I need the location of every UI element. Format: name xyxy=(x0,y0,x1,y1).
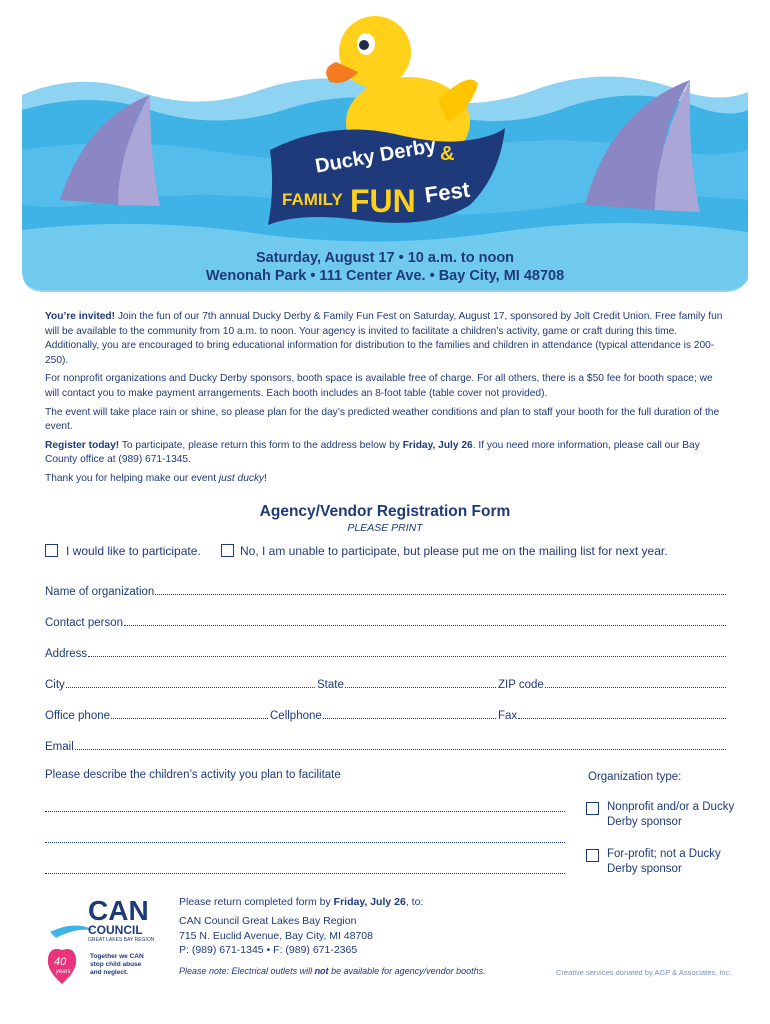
email-input-line[interactable] xyxy=(75,749,726,750)
logo-tagline-3: and neglect. xyxy=(90,969,128,976)
organization-label: Name of organization xyxy=(45,586,155,598)
state-input-line[interactable] xyxy=(345,687,496,688)
logo-fun-text: FUN xyxy=(350,183,416,219)
address-label: Address xyxy=(45,648,88,660)
logo-ducky-derby-text: Ducky Derby xyxy=(313,134,438,178)
note-a: Please note: Electrical outlets will xyxy=(179,966,315,976)
note-not: not xyxy=(314,966,329,976)
invited-lead: You’re invited! xyxy=(45,311,115,322)
fax-label: Fax xyxy=(498,710,518,722)
fax-field[interactable] xyxy=(498,706,726,722)
cellphone-field[interactable] xyxy=(270,706,496,722)
event-location: Wenonah Park • 111 Center Ave. • Bay City, MI 48708 xyxy=(205,268,565,284)
logo-tagline-1: Together we CAN xyxy=(90,953,144,960)
forprofit-checkbox[interactable] xyxy=(586,849,599,862)
zip-label: ZIP code xyxy=(498,679,544,691)
logo-fest-text: Fest xyxy=(423,176,472,208)
nonprofit-checkbox[interactable] xyxy=(586,802,599,815)
forprofit-label: For-profit; not a Ducky Derby sponsor xyxy=(607,848,721,875)
logo-40-text: 40 xyxy=(54,956,67,968)
logo-family-text: FAMILY xyxy=(282,190,343,209)
organization-field[interactable] xyxy=(45,582,726,598)
form-subtitle: PLEASE PRINT xyxy=(347,522,423,534)
state-label: State xyxy=(317,679,344,691)
intro-p1-body: Join the fun of our 7th annual Ducky Derby & Family Fun Fest on Saturday, August 17, sponsored by Jolt Credit Union. Free family fun will be available to the community from 10 a.m. to noon. Your agency is invited to facilitate a children’s activity, game or craft during this time. Additionally, you are encouraged to bring educational information for distribution to the families and children in attendance (typical attendance is 200-250). xyxy=(45,311,723,366)
register-lead: Register today! xyxy=(45,439,120,451)
mailing-list-checkbox[interactable] xyxy=(221,544,234,557)
address-input-line[interactable] xyxy=(88,656,726,657)
address-line-2: 715 N. Euclid Avenue, Bay City, MI 48708 xyxy=(179,929,373,942)
organization-input-line[interactable] xyxy=(155,594,726,595)
electrical-note xyxy=(179,966,486,976)
intro-paragraph-4 xyxy=(45,439,725,468)
address-line-3: P: (989) 671-1345 • F: (989) 671-2365 xyxy=(179,944,358,956)
logo-can-text: CAN xyxy=(88,895,149,926)
event-date-time: Saturday, August 17 • 10 a.m. to noon xyxy=(255,250,515,266)
office-phone-label: Office phone xyxy=(45,710,111,722)
intro-paragraph-5 xyxy=(45,472,725,487)
activity-line-1[interactable] xyxy=(45,811,565,812)
logo-council-text: COUNCIL xyxy=(88,923,143,937)
intro-p4-a: To participate, please return this form to the address below by xyxy=(119,439,403,451)
participate-label: I would like to participate. xyxy=(66,544,201,558)
mailing-address xyxy=(179,914,373,958)
activity-line-3[interactable] xyxy=(45,873,565,874)
note-b: be available for agency/vendor booths. xyxy=(328,966,486,976)
organization-type-label: Organization type: xyxy=(588,771,682,783)
email-field[interactable] xyxy=(45,737,726,753)
intro-p4-date: Friday, July 26 xyxy=(402,439,473,451)
intro-text xyxy=(45,310,725,491)
return-b: , to: xyxy=(405,896,424,908)
participation-choices xyxy=(45,544,745,564)
intro-p4-b: . If you need more information, please call our Bay County office at (989) 671-1345. xyxy=(45,439,700,466)
cellphone-input-line[interactable] xyxy=(323,718,496,719)
contact-label: Contact person xyxy=(45,617,123,629)
nonprofit-label: Nonprofit and/or a Ducky Derby sponsor xyxy=(607,801,735,828)
office-phone-input-line[interactable] xyxy=(111,718,268,719)
contact-input-line[interactable] xyxy=(124,625,726,626)
address-field[interactable] xyxy=(45,644,726,660)
org-type-nonprofit[interactable] xyxy=(586,800,746,832)
state-field[interactable] xyxy=(317,675,496,691)
return-instructions xyxy=(179,895,423,910)
can-council-logo xyxy=(44,892,164,984)
fax-input-line[interactable] xyxy=(518,718,726,719)
office-phone-field[interactable] xyxy=(45,706,268,722)
intro-p5-a: Thank you for helping make our event xyxy=(45,472,219,484)
email-label: Email xyxy=(45,741,74,753)
return-a: Please return completed form by xyxy=(179,896,334,908)
activity-line-2[interactable] xyxy=(45,842,565,843)
zip-input-line[interactable] xyxy=(545,687,726,688)
logo-tagline-2: stop child abuse xyxy=(90,961,142,968)
form-title: Agency/Vendor Registration Form xyxy=(259,503,511,520)
city-field[interactable] xyxy=(45,675,315,691)
contact-field[interactable] xyxy=(45,613,726,629)
mailing-list-option[interactable] xyxy=(221,544,668,558)
zip-field[interactable] xyxy=(498,675,726,691)
intro-paragraph-3: The event will take place rain or shine, so please plan for the day’s predicted weather conditions and plan to staff your booth for the full duration of the event. xyxy=(45,406,720,433)
return-date: Friday, July 26 xyxy=(333,896,406,908)
mailing-list-label: No, I am unable to participate, but please put me on the mailing list for next year. xyxy=(240,544,668,558)
participate-option[interactable] xyxy=(45,544,201,558)
activity-description-label: Please describe the children’s activity you plan to facilitate xyxy=(45,769,341,781)
city-input-line[interactable] xyxy=(66,687,315,688)
logo-region-text: GREAT LAKES BAY REGION xyxy=(88,937,155,943)
creative-credit: Creative services donated by AGP & Associates, Inc. xyxy=(556,968,732,977)
org-type-forprofit[interactable] xyxy=(586,847,746,879)
cellphone-label: Cellphone xyxy=(270,710,322,722)
participate-checkbox[interactable] xyxy=(45,544,58,557)
intro-p5-b: ! xyxy=(264,472,267,484)
city-label: City xyxy=(45,679,65,691)
intro-paragraph-1 xyxy=(45,310,725,368)
logo-amp-text: & xyxy=(440,143,455,165)
intro-p5-em: just ducky xyxy=(218,472,265,484)
address-line-1: CAN Council Great Lakes Bay Region xyxy=(179,915,357,927)
intro-paragraph-2: For nonprofit organizations and Ducky Derby sponsors, booth space is available free of charge. For all others, there is a $50 fee for booth space; we will contact you to make payment arrangements. Each booth includes an 8-foot table (table cover not provided). xyxy=(45,373,713,399)
logo-years-text: years xyxy=(56,969,71,975)
